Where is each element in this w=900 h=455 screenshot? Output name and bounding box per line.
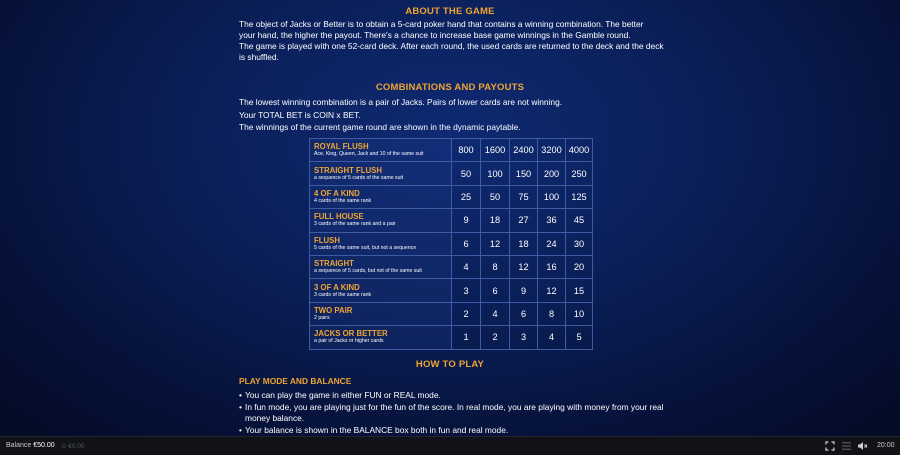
list-item: • You can play the game in either FUN or REAL mode. bbox=[239, 390, 669, 401]
hand-name: FULL HOUSE bbox=[314, 212, 364, 222]
payout-value: 2400 bbox=[510, 139, 538, 162]
combinations-line: Your TOTAL BET is COIN x BET. bbox=[239, 109, 361, 120]
hand-description: a sequence of 5 cards, but not of the same suit bbox=[314, 268, 422, 275]
about-line: The object of Jacks or Better is to obtain a 5-card poker hand that contains a winning combination. The better bbox=[239, 19, 644, 29]
paytable-row bbox=[310, 302, 593, 325]
payout-value: 8 bbox=[538, 302, 566, 325]
payout-value: 1 bbox=[452, 326, 481, 349]
payout-value: 4000 bbox=[566, 139, 593, 162]
paytable bbox=[309, 138, 593, 350]
paytable-row bbox=[310, 255, 593, 278]
hand-cell bbox=[310, 162, 452, 185]
payout-value: 30 bbox=[566, 232, 593, 255]
payout-value: 75 bbox=[510, 185, 538, 208]
payout-value: 45 bbox=[566, 209, 593, 232]
payout-value: 50 bbox=[481, 185, 510, 208]
about-line: is shuffled. bbox=[239, 52, 279, 62]
hand-cell bbox=[310, 185, 452, 208]
payout-value: 12 bbox=[538, 279, 566, 302]
payout-value: 12 bbox=[481, 232, 510, 255]
payout-value: 100 bbox=[538, 185, 566, 208]
payout-value: 15 bbox=[566, 279, 593, 302]
hand-cell bbox=[310, 302, 452, 325]
hand-cell bbox=[310, 279, 452, 302]
paytable-row bbox=[310, 209, 593, 232]
payout-value: 6 bbox=[510, 302, 538, 325]
hand-name: 4 OF A KIND bbox=[314, 188, 360, 198]
status-bar bbox=[0, 436, 900, 455]
payout-value: 20 bbox=[566, 255, 593, 278]
hand-description: a pair of Jacks or higher cards bbox=[314, 338, 384, 345]
paytable-row bbox=[310, 326, 593, 349]
payout-value: 25 bbox=[452, 185, 481, 208]
about-line: The game is played with one 52-card deck. After each round, the used cards are returned to the deck and the deck bbox=[239, 41, 664, 51]
hand-name: FLUSH bbox=[314, 235, 340, 245]
balance-label: Balance bbox=[6, 442, 32, 449]
payout-value: 16 bbox=[538, 255, 566, 278]
hand-cell bbox=[310, 139, 452, 162]
payout-value: 12 bbox=[510, 255, 538, 278]
payout-value: 150 bbox=[510, 162, 538, 185]
payout-value: 9 bbox=[452, 209, 481, 232]
secondary-balance: ⊙ €0.00 bbox=[61, 443, 85, 450]
hand-cell bbox=[310, 232, 452, 255]
combinations-text bbox=[239, 96, 669, 134]
settings-icon[interactable] bbox=[842, 441, 851, 454]
balance-value: €50.00 bbox=[33, 442, 55, 449]
hand-name: STRAIGHT FLUSH bbox=[314, 165, 383, 175]
payout-value: 100 bbox=[481, 162, 510, 185]
hand-name: JACKS OR BETTER bbox=[314, 329, 388, 339]
hand-cell bbox=[310, 209, 452, 232]
payout-value: 50 bbox=[452, 162, 481, 185]
paytable-row bbox=[310, 185, 593, 208]
payout-value: 2 bbox=[481, 326, 510, 349]
hand-description: 5 cards of the same suit, but not a sequence bbox=[314, 244, 417, 251]
payout-value: 800 bbox=[452, 139, 481, 162]
list-item: • Your balance is shown in the BALANCE box both in fun and real mode. bbox=[239, 425, 669, 436]
hand-name: STRAIGHT bbox=[314, 259, 354, 269]
about-line: your hand, the higher the payout. There's a chance to increase base game winnings in the Gamble round. bbox=[239, 30, 631, 40]
hand-name: TWO PAIR bbox=[314, 305, 353, 315]
paytable-row bbox=[310, 232, 593, 255]
payout-value: 18 bbox=[481, 209, 510, 232]
fullscreen-icon[interactable] bbox=[825, 441, 835, 454]
payout-value: 18 bbox=[510, 232, 538, 255]
payout-value: 9 bbox=[510, 279, 538, 302]
payout-value: 10 bbox=[566, 302, 593, 325]
payout-value: 8 bbox=[481, 255, 510, 278]
payout-value: 27 bbox=[510, 209, 538, 232]
hand-description: 3 cards of the same rank bbox=[314, 291, 372, 298]
payout-value: 6 bbox=[452, 232, 481, 255]
payout-value: 6 bbox=[481, 279, 510, 302]
hand-description: 2 pairs bbox=[314, 314, 330, 321]
how-to-play-title: HOW TO PLAY bbox=[415, 359, 485, 370]
payout-value: 4 bbox=[538, 326, 566, 349]
play-mode-list bbox=[239, 390, 669, 436]
hand-cell bbox=[310, 255, 452, 278]
payout-value: 5 bbox=[566, 326, 593, 349]
paytable-row bbox=[310, 139, 593, 162]
clock: 20:00 bbox=[877, 442, 895, 449]
payout-value: 2 bbox=[452, 302, 481, 325]
paytable-row bbox=[310, 162, 593, 185]
sound-icon[interactable] bbox=[857, 441, 868, 454]
payout-value: 200 bbox=[538, 162, 566, 185]
balance-display bbox=[6, 442, 55, 449]
about-text bbox=[239, 19, 669, 63]
hand-name: ROYAL FLUSH bbox=[314, 142, 369, 152]
list-item: • In fun mode, you are playing just for the fun of the score. In real mode, you are playing with money from your real money balance. bbox=[239, 402, 669, 424]
hand-cell bbox=[310, 326, 452, 349]
payout-value: 4 bbox=[481, 302, 510, 325]
about-title: ABOUT THE GAME bbox=[405, 6, 495, 17]
paytable-row bbox=[310, 279, 593, 302]
combinations-line: The winnings of the current game round are shown in the dynamic paytable. bbox=[239, 122, 521, 132]
payout-value: 36 bbox=[538, 209, 566, 232]
payout-value: 125 bbox=[566, 185, 593, 208]
combinations-title: COMBINATIONS AND PAYOUTS bbox=[375, 82, 525, 93]
play-mode-title: PLAY MODE AND BALANCE bbox=[239, 376, 352, 386]
payout-value: 24 bbox=[538, 232, 566, 255]
hand-description: 3 cards of the same rank and a pair bbox=[314, 221, 396, 228]
payout-value: 1600 bbox=[481, 139, 510, 162]
hand-description: a sequence of 5 cards of the same suit bbox=[314, 174, 404, 181]
combinations-line: The lowest winning combination is a pair of Jacks. Pairs of lower cards are not winning. bbox=[239, 97, 563, 107]
hand-description: Ace, King, Queen, Jack and 10 of the same suit bbox=[314, 151, 424, 158]
payout-value: 4 bbox=[452, 255, 481, 278]
hand-description: 4 cards of the same rank bbox=[314, 197, 372, 204]
payout-value: 3200 bbox=[538, 139, 566, 162]
payout-value: 250 bbox=[566, 162, 593, 185]
payout-value: 3 bbox=[452, 279, 481, 302]
payout-value: 3 bbox=[510, 326, 538, 349]
hand-name: 3 OF A KIND bbox=[314, 282, 360, 292]
